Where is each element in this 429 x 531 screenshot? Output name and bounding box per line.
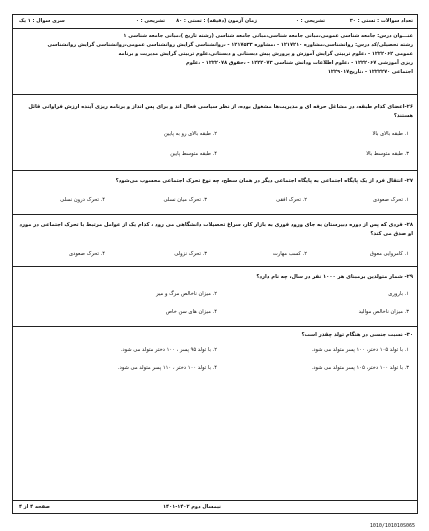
descriptive-count: تشریحی : ۰ (295, 18, 325, 24)
field-line-4: اجتماعی ۱۲۲۲۲۷۰ - ،تاریخ۱۲۲۹۰۱۷ (327, 69, 413, 75)
question-text: ۲۸- فردی که پس از دوره دبیرستان به جای ورود فوری به بازار کار، سراغ تحصیلات دانشگاهی می رود ، کدام یک از عوامل مرتبط با تحرک اجتماعی در مورد او صدق می کند؟ (19, 222, 413, 237)
question-text: ۲۷- انتقال فرد از یک پایگاه اجتماعی به پایگاه اجتماعی دیگر در همان سطح، چه نوع تحرک اجتماعی محسوب می‌شود؟ (115, 178, 413, 184)
option-1[interactable]: ۱. باروری (388, 291, 409, 297)
option-3[interactable]: ۳. تحرک نزولی (174, 251, 207, 257)
option-1[interactable]: ۱. با تولد ۱۰۵ دختر، ۱۰۰ پسر متولد می شود. (311, 347, 409, 353)
option-3[interactable]: ۳. میزان ناخالص موالید (358, 309, 409, 315)
question-28 (13, 215, 417, 267)
question-30 (13, 327, 417, 381)
question-text: ۲۶-اعضای کدام طبقه، در مشاغل حرفه ای و مدیریت‌ها مشغول بوده، از نظر سیاسی فعال اند و برای پس انداز و برنامه ریزی آینده ارزش فراوانی قائل هستند؟ (28, 104, 413, 119)
option-1[interactable]: ۱. کامروایی معوق (369, 251, 409, 257)
course-info (13, 28, 417, 95)
question-text: ۲۹- شمار متولدین برمبنای هر ۱۰۰۰ نفر در سال، چه نام دارد؟ (256, 274, 413, 280)
page-footer (13, 500, 417, 513)
question-series: سری سوال : ۱ یک (19, 18, 65, 24)
option-2[interactable]: ۲. کسب مهارت (272, 251, 307, 257)
option-1[interactable]: ۱. تحرک صعودی (373, 197, 409, 203)
semester-label: نیمسال دوم ۱۴۰۲-۱۴۰۱ (163, 504, 221, 510)
field-line-2: عمومی ۱۲۲۲۰۶۲ - ،علوم تربیتی گرایش آموزش و پرورش پیش دبستانی و دبستانی،علوم تربیتی گرایش مدیریت و برنامه (118, 51, 413, 57)
question-27 (13, 171, 417, 215)
page-number: صفحه ۴ از ۴ (19, 504, 51, 510)
exam-code: 1010/101010S065 (369, 523, 415, 529)
option-4[interactable]: ۴. تحرک درون نسلی (60, 197, 105, 203)
option-2[interactable]: ۲. میزان ناخالص مرگ و میر (156, 291, 217, 297)
question-26 (13, 95, 417, 171)
option-2[interactable]: ۲. با تولد ۹۵ پسر ، ۱۰۰ دختر متولد می شود. (120, 347, 217, 353)
question-29 (13, 267, 417, 327)
field-line-1: رشته تحصیلی/کد درس: روانشناسی،مشاوره ۱۲۱۷۲۱۰ - ،مشاوره ۱۲۱۷۵۳۳ - ،روانشناسی گرایش روانشناسی عمومی،روانشناسی گرایش روانشناسی (47, 42, 413, 48)
option-1[interactable]: ۱. طبقه بالای بالا (372, 131, 409, 137)
exam-time-descriptive: تشریحی : ۰ (135, 18, 165, 24)
exam-header-row (13, 15, 417, 29)
option-4[interactable]: ۴. میزان های سن خاص (165, 309, 217, 315)
course-title: عنـــوان درس: جامعه شناسی عمومی،مبانی جامعه شناسی،مبانی جامعه شناسی (رشته تاریخ )،مبانی جامعه شناسی ۱ (123, 33, 413, 39)
option-4[interactable]: ۴. با تولد ۱۰۰ دختر ، ۱۱۰ پسر متولد می شود. (117, 365, 217, 371)
option-3[interactable]: ۳. تحرک میان نسلی (163, 197, 207, 203)
option-2[interactable]: ۲. طبقه بالای رو به پایین (163, 131, 217, 137)
option-3[interactable]: ۳. با تولد ۱۰۰ دختر، ۱۰۵ پسر متولد می شود. (311, 365, 409, 371)
exam-page (12, 14, 418, 514)
option-3[interactable]: ۳. طبقه متوسط بالا (366, 151, 409, 157)
option-2[interactable]: ۲. تحرک افقی (276, 197, 307, 203)
exam-time: زمان آزمون (دقیقه) : تستی : ۸۰ (176, 18, 257, 24)
option-4[interactable]: ۴. تحرک صعودی (69, 251, 105, 257)
field-line-3: ریزی آموزشی ۱۲۲۲۰۶۷ - ،علوم اطلاعات ودانش شناسی ۱۲۲۲۰۷۳ - ،حقوق ۱۲۲۲۰۷۸ - ،علوم (186, 60, 413, 66)
option-4[interactable]: ۴. طبقه متوسط پایین (170, 151, 217, 157)
question-text: ۳۰- نسبت جنسی در هنگام تولد چقدر است؟ (301, 332, 413, 338)
questions-count: تعداد سوالات : تستی : ۳۰ (349, 18, 413, 24)
